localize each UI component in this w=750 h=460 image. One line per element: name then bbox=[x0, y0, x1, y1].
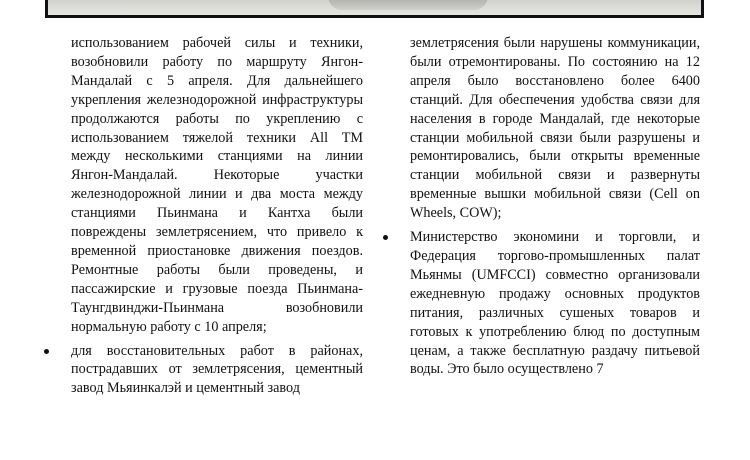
left-column bbox=[71, 34, 363, 403]
left-bullet-list bbox=[71, 34, 363, 398]
photo-image bbox=[328, 0, 488, 10]
right-continuation-text: землетрясения были нарушены коммуникации, были отремонтированы. По состоянию на 12 апреля было восстановлено более 6400 станций. Для обеспечения удобства связи для населения в городе Мандалай, где некоторые станции мобильной связи были разрушены и ремонтировались, были открыты временные станции мобильной связи и развернуты временные вышки мобильной связи (Cell on Wheels, COW); bbox=[410, 35, 700, 222]
right-column bbox=[410, 34, 700, 384]
bullet-icon bbox=[44, 349, 49, 354]
list-item bbox=[71, 342, 363, 399]
bullet-icon bbox=[383, 235, 388, 240]
list-item bbox=[410, 34, 700, 223]
left-continuation-text: использованием рабочей силы и техники, возобновили работу по маршруту Янгон-Мандалай с 5 апреля. Для дальнейшего укрепления железнодорожной инфраструктуры продолжаются работы по укреплению с использованием тяжелой техники All TM между несколькими станциями на линии Янгон-Мандалай. Некоторые участки железнодорожной линии и два моста между станциями Пьинмана и Кантха были повреждены землетрясением, что привело к временной приостановке движения поездов. Ремонтные работы были проведены, и пассажирские и грузовые поезда Пьинмана-Таунгдвинджи-Пьинмана возобновили нормальную работу с 10 апреля; bbox=[71, 35, 363, 335]
list-item-text: Министерство экономини и торговли, и Федерация торгово-промышленных палат Мьянмы (UMFCCI) совместно организовали ежедневную продажу основных продуктов питания, различных сушеных товаров и готовых к употреблению блюд по доступным ценам, а также бесплатную раздачу питьевой воды. Это было осуществлено 7 bbox=[410, 229, 700, 378]
list-item-text: для восстановительных работ в районах, пострадавших от землетрясения, цементный завод Мьяинкалэй и цементный завод bbox=[71, 342, 363, 397]
right-bullet-list bbox=[410, 34, 700, 379]
photo-frame bbox=[45, 0, 704, 18]
list-item bbox=[410, 228, 700, 379]
list-item bbox=[71, 34, 363, 337]
